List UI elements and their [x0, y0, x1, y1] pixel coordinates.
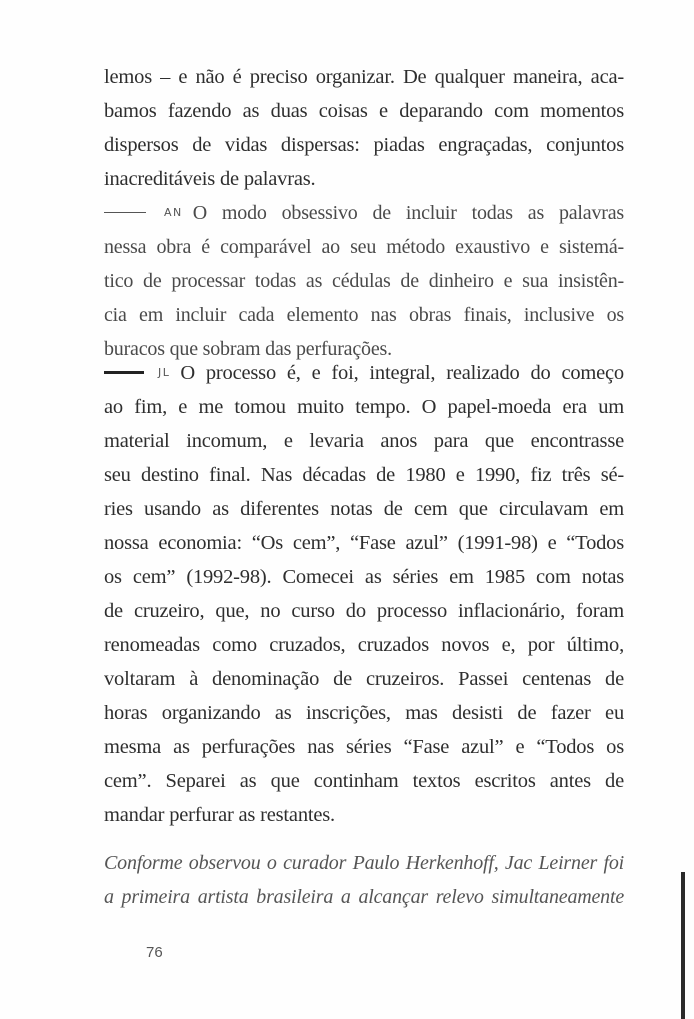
text-line: os cem” (1992-98). Comecei as séries em 1985 com notas — [104, 566, 624, 588]
text-line: material incomum, e levaria anos para que encontrasse — [104, 430, 624, 452]
text-line: mesma as perfurações nas séries “Fase azul” e “Todos os — [104, 736, 624, 758]
text-line: ries usando as diferentes notas de cem que circulavam em — [104, 498, 624, 520]
speaker-label-jl: JL — [158, 366, 171, 380]
text-line: cem”. Separei as que continham textos escritos antes de — [104, 770, 624, 792]
italic-text-line: a primeira artista brasileira a alcançar relevo simultaneamente — [104, 886, 624, 908]
text-line: nessa obra é comparável ao seu método exaustivo e sistemá- — [104, 236, 624, 258]
text-span: O processo é, e foi, integral, realizado do começo — [180, 362, 624, 384]
speaker-label-an: AN — [164, 206, 183, 220]
dialogue-line-an — [104, 196, 624, 230]
text-line: seu destino final. Nas décadas de 1980 e 1990, fiz três sé- — [104, 464, 624, 486]
page-number: 76 — [146, 944, 163, 961]
text-line: dispersos de vidas dispersas: piadas engraçadas, conjuntos — [104, 134, 624, 156]
text-span: O modo obsessivo de incluir todas as palavras — [192, 202, 624, 224]
text-line: renomeadas como cruzados, cruzados novos e, por último, — [104, 634, 624, 656]
text-line: lemos – e não é preciso organizar. De qualquer maneira, aca- — [104, 66, 624, 88]
text-line: de cruzeiro, que, no curso do processo inflacionário, foram — [104, 600, 624, 622]
text-line: ao fim, e me tomou muito tempo. O papel-moeda era um — [104, 396, 624, 418]
page-edge-mark — [681, 872, 685, 1019]
em-dash-rule — [104, 212, 146, 214]
text-line: voltaram à denominação de cruzeiros. Passei centenas de — [104, 668, 624, 690]
text-line: mandar perfurar as restantes. — [104, 804, 335, 826]
text-line: inacreditáveis de palavras. — [104, 168, 316, 190]
text-line: bamos fazendo as duas coisas e deparando com momentos — [104, 100, 624, 122]
text-line: nossa economia: “Os cem”, “Fase azul” (1991-98) e “Todos — [104, 532, 624, 554]
text-line: horas organizando as inscrições, mas desisti de fazer eu — [104, 702, 624, 724]
em-dash-rule — [104, 371, 144, 374]
text-line: buracos que sobram das perfurações. — [104, 338, 392, 360]
text-line: tico de processar todas as cédulas de dinheiro e sua insistên- — [104, 270, 624, 292]
text-line: cia em incluir cada elemento nas obras finais, inclusive os — [104, 304, 624, 326]
italic-text-line: Conforme observou o curador Paulo Herkenhoff, Jac Leirner foi — [104, 852, 624, 874]
dialogue-line-jl — [104, 356, 624, 390]
